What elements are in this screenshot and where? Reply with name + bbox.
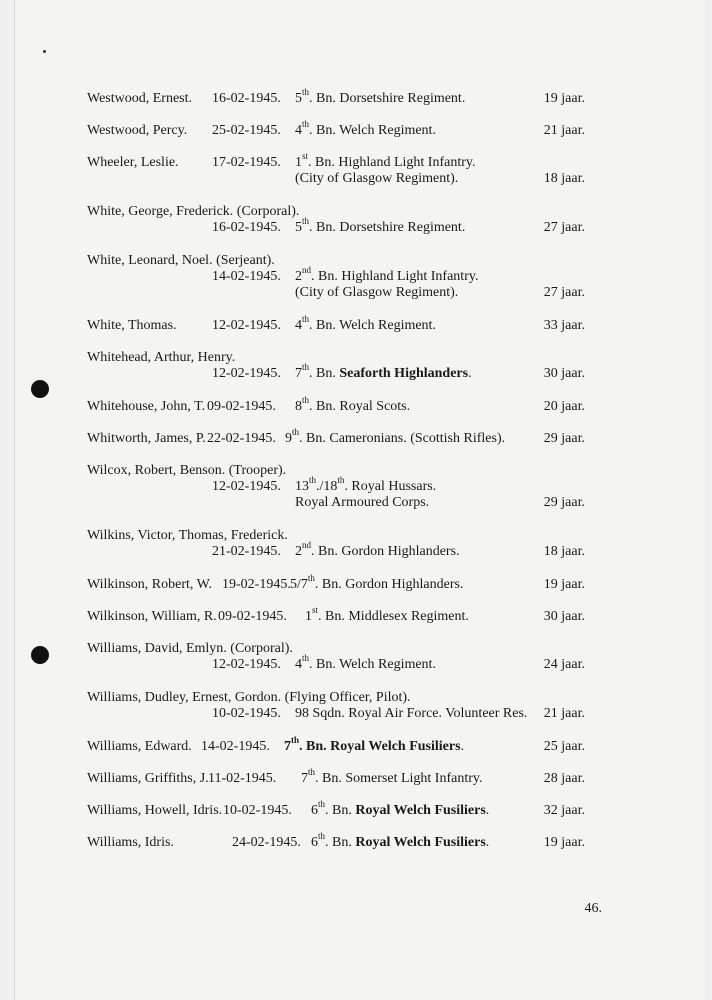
unit-number: 6 xyxy=(311,803,318,818)
unit-text: . Bn. Cameronians. (Scottish Rifles). xyxy=(299,431,506,446)
unit-number: 4 xyxy=(295,318,302,333)
ordinal-suffix: th xyxy=(318,799,326,810)
unit-text: . Bn. xyxy=(309,366,340,381)
entry-date: 16-02-1945. xyxy=(212,220,281,235)
entry-name: Williams, Idris. xyxy=(87,835,174,850)
entry-unit-line2: (City of Glasgow Regiment). xyxy=(295,171,459,186)
entry-unit-line2: (City of Glasgow Regiment). xyxy=(295,285,459,300)
unit-text: . xyxy=(468,366,472,381)
entry-unit xyxy=(295,119,436,140)
speck xyxy=(43,50,46,53)
ordinal-suffix: nd xyxy=(302,540,311,551)
entry-age: 18 jaar. xyxy=(543,544,585,559)
unit-bold-text: Royal Welch Fusiliers xyxy=(355,803,486,818)
entry-age: 19 jaar. xyxy=(543,577,585,592)
entry-unit-line2: Royal Armoured Corps. xyxy=(295,495,430,510)
punch-hole-bottom xyxy=(31,646,49,664)
unit-text: . Bn. Highland Light Infantry. xyxy=(308,155,476,170)
unit-bold-text: 7 xyxy=(284,739,291,754)
entry-name: Williams, David, Emlyn. (Corporal). xyxy=(87,641,293,656)
entry-date: 12-02-1945. xyxy=(212,657,281,672)
entry-name: Westwood, Ernest. xyxy=(87,91,193,106)
entry-date: 14-02-1945. xyxy=(212,269,281,284)
entry-unit xyxy=(295,216,466,237)
entry-name: Whitworth, James, P. xyxy=(87,431,206,446)
ordinal-suffix: th xyxy=(337,475,345,486)
unit-number: 1 xyxy=(295,155,302,170)
entry-date: 10-02-1945. xyxy=(223,803,292,818)
entry-age: 20 jaar. xyxy=(543,399,585,414)
unit-bold xyxy=(355,803,485,818)
entry-age: 27 jaar. xyxy=(543,220,585,235)
entry-date: 24-02-1945. xyxy=(232,835,301,850)
ordinal-suffix: nd xyxy=(302,265,311,276)
entry-unit xyxy=(301,767,483,788)
entry-date: 11-02-1945. xyxy=(208,771,277,786)
entry-name: Wilkins, Victor, Thomas, Frederick. xyxy=(87,528,288,543)
entry-unit xyxy=(295,653,436,674)
entry-date: 19-02-1945. xyxy=(222,577,291,592)
entry-name: Wheeler, Leslie. xyxy=(87,155,179,170)
entry-unit xyxy=(311,799,490,820)
entry-age: 30 jaar. xyxy=(543,609,585,624)
entry-date: 25-02-1945. xyxy=(212,123,281,138)
entry-age: 19 jaar. xyxy=(543,835,585,850)
unit-number: 9 xyxy=(285,431,292,446)
unit-bold-text: . Bn. Royal Welch Fusiliers xyxy=(299,739,461,754)
unit-number: 6 xyxy=(311,835,318,850)
unit-number: 7 xyxy=(301,771,308,786)
unit-number: 8 xyxy=(295,399,302,414)
unit-number: 4 xyxy=(295,657,302,672)
entry-age: 30 jaar. xyxy=(543,366,585,381)
unit-number: 1 xyxy=(305,609,312,624)
entry-date: 10-02-1945. xyxy=(212,706,281,721)
unit-number: 4 xyxy=(295,123,302,138)
entry-name: Wilcox, Robert, Benson. (Trooper). xyxy=(87,463,287,478)
entry-name: White, George, Frederick. (Corporal). xyxy=(87,204,300,219)
ordinal-suffix: th xyxy=(307,573,315,584)
entry-name: Westwood, Percy. xyxy=(87,123,188,138)
ordinal-suffix: th xyxy=(302,653,310,664)
entry-unit xyxy=(295,395,411,416)
entry-date: 21-02-1945. xyxy=(212,544,281,559)
entry-age: 19 jaar. xyxy=(543,91,585,106)
entry-age: 33 jaar. xyxy=(543,318,585,333)
entry-unit xyxy=(284,735,465,756)
entry-unit xyxy=(295,362,472,383)
unit-number: 5/7 xyxy=(290,577,308,592)
ordinal-suffix: th xyxy=(302,395,310,406)
unit-text: . Bn. Welch Regiment. xyxy=(309,123,436,138)
unit-text: . Bn. Highland Light Infantry. xyxy=(311,269,479,284)
entry-name: White, Thomas. xyxy=(87,318,177,333)
entry-age: 21 jaar. xyxy=(543,706,585,721)
entry-unit xyxy=(290,573,464,594)
ordinal-suffix: th xyxy=(292,427,300,438)
ordinal-suffix: th xyxy=(309,475,317,486)
ordinal-suffix: th xyxy=(302,362,310,373)
entry-date: 17-02-1945. xyxy=(212,155,281,170)
ordinal-suffix: th xyxy=(308,767,316,778)
unit-text: 98 Sqdn. Royal Air Force. Volunteer Res. xyxy=(295,706,528,721)
punch-hole-top xyxy=(31,380,49,398)
entry-name: Williams, Griffiths, J. xyxy=(87,771,209,786)
ordinal-suffix: th xyxy=(302,314,310,325)
ordinal-suffix: th xyxy=(318,831,326,842)
entry-name: White, Leonard, Noel. (Serjeant). xyxy=(87,253,275,268)
entry-age: 29 jaar. xyxy=(543,431,585,446)
entry-date: 12-02-1945. xyxy=(212,318,281,333)
entry-name: Williams, Edward. xyxy=(87,739,192,754)
unit-text: . Bn. Gordon Highlanders. xyxy=(311,544,460,559)
unit-text: . Bn. Dorsetshire Regiment. xyxy=(309,220,466,235)
entry-age: 28 jaar. xyxy=(543,771,585,786)
unit-number: 2 xyxy=(295,269,302,284)
unit-text: . Bn. Welch Regiment. xyxy=(309,657,436,672)
entry-age: 18 jaar. xyxy=(543,171,585,186)
unit-text: . Bn. Somerset Light Infantry. xyxy=(315,771,483,786)
unit-text: . Royal Hussars. xyxy=(344,479,437,494)
entry-date: 16-02-1945. xyxy=(212,91,281,106)
ordinal-suffix: st xyxy=(312,605,319,616)
unit-number: 2 xyxy=(295,544,302,559)
entry-date: 12-02-1945. xyxy=(212,479,281,494)
entry-name: Whitehouse, John, T. xyxy=(87,399,206,414)
ordinal-suffix: th xyxy=(302,87,310,98)
unit-number: 5 xyxy=(295,91,302,106)
unit-number: 13 xyxy=(295,479,309,494)
ordinal-suffix: st xyxy=(302,151,309,162)
entry-unit xyxy=(295,314,436,335)
unit-bold-text: Royal Welch Fusiliers xyxy=(355,835,486,850)
entry-date: 09-02-1945. xyxy=(218,609,287,624)
unit-text: . Bn. Welch Regiment. xyxy=(309,318,436,333)
unit-number: 5 xyxy=(295,220,302,235)
entry-age: 27 jaar. xyxy=(543,285,585,300)
entry-date: 12-02-1945. xyxy=(212,366,281,381)
unit-text: . Bn. xyxy=(325,835,356,850)
entry-age: 21 jaar. xyxy=(543,123,585,138)
entry-unit xyxy=(305,605,469,626)
unit-text: . xyxy=(485,803,490,818)
entry-age: 24 jaar. xyxy=(543,657,585,672)
unit-bold xyxy=(355,835,485,850)
unit-bold xyxy=(339,366,468,381)
page-number: 46. xyxy=(584,901,602,916)
ordinal-suffix: th xyxy=(302,119,310,130)
unit-bold-text: Seaforth Highlanders xyxy=(339,366,469,381)
entry-unit xyxy=(295,87,466,108)
entry-name: Williams, Dudley, Ernest, Gordon. (Flying Officer, Pilot). xyxy=(87,690,411,705)
entry-age: 25 jaar. xyxy=(543,739,585,754)
entry-unit xyxy=(295,705,527,723)
entry-date: 09-02-1945. xyxy=(207,399,276,414)
ordinal-suffix: th xyxy=(291,735,300,746)
entry-name: Williams, Howell, Idris. xyxy=(87,803,223,818)
entry-unit xyxy=(311,831,490,852)
entry-unit xyxy=(295,540,460,561)
unit-text: ./18 xyxy=(316,479,338,494)
unit-text: . Bn. Middlesex Regiment. xyxy=(318,609,469,624)
unit-text: . xyxy=(485,835,490,850)
entry-age: 32 jaar. xyxy=(543,803,585,818)
entry-name: Whitehead, Arthur, Henry. xyxy=(87,350,236,365)
unit-text: . Bn. xyxy=(325,803,356,818)
unit-text: . Bn. Gordon Highlanders. xyxy=(314,577,464,592)
entry-date: 22-02-1945. xyxy=(207,431,276,446)
unit-text: . xyxy=(460,739,465,754)
unit-number: 7 xyxy=(295,366,302,381)
entry-age: 29 jaar. xyxy=(543,495,585,510)
entry-date: 14-02-1945. xyxy=(201,739,270,754)
ordinal-suffix: th xyxy=(302,216,310,227)
unit-bold xyxy=(284,735,461,754)
entry-name: Wilkinson, William, R. xyxy=(87,609,217,624)
entry-unit xyxy=(285,427,506,448)
unit-text: . Bn. Dorsetshire Regiment. xyxy=(309,91,466,106)
entry-name: Wilkinson, Robert, W. xyxy=(87,577,213,592)
unit-text: . Bn. Royal Scots. xyxy=(309,399,411,414)
